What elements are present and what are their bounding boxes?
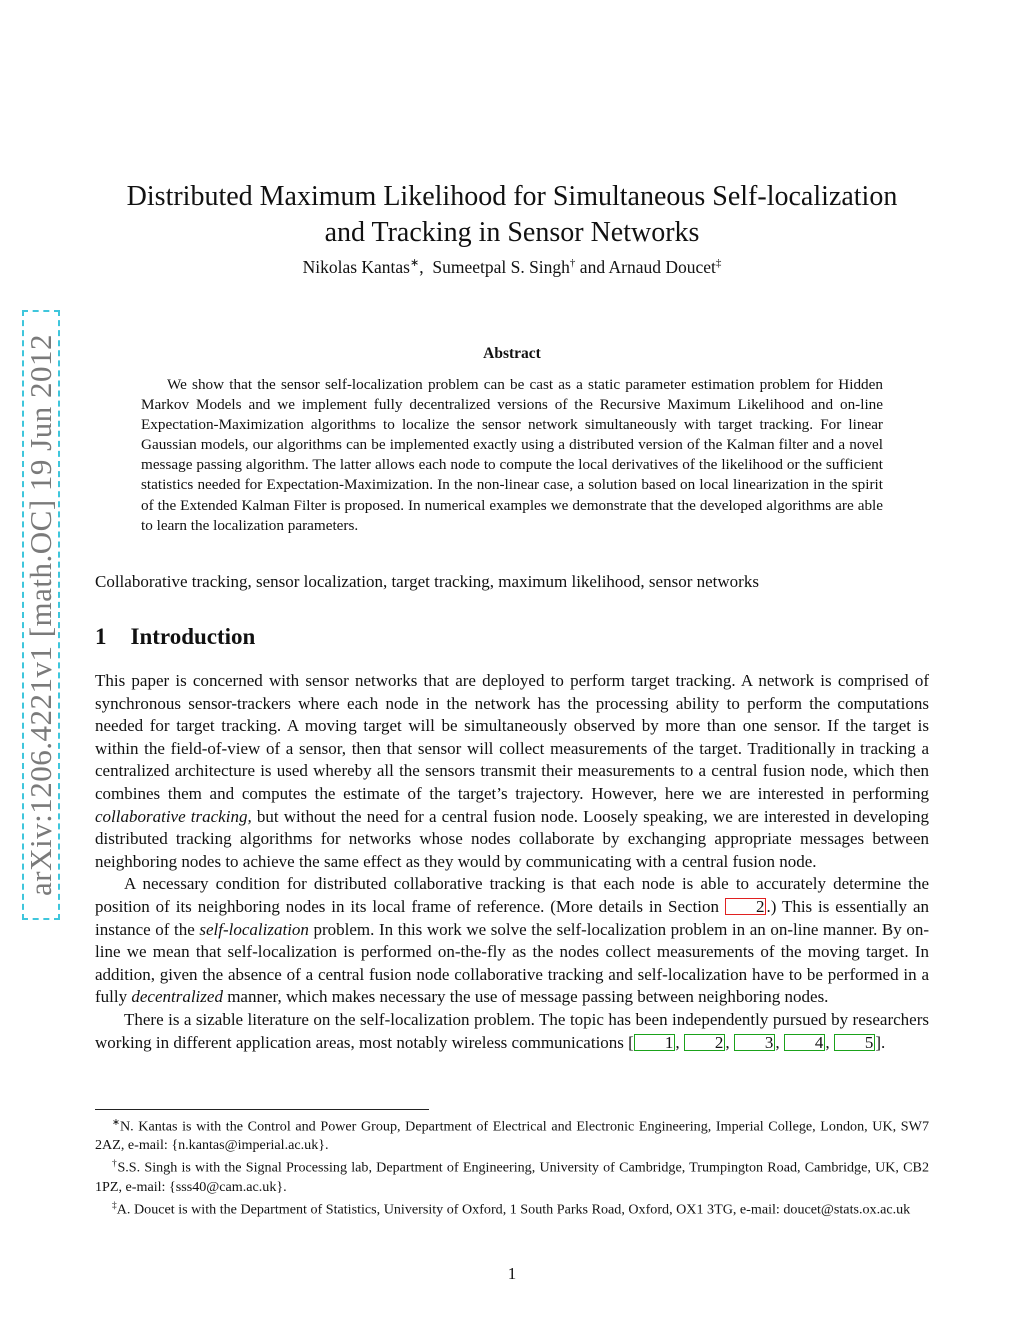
section-title: Introduction [130,624,256,649]
paragraph: A necessary condition for distributed collaborative tracking is that each node is able to accurately determine the position of its neighboring nodes in its local frame of reference. (More details in Section 2 .) This is essentially an instance of the self-localization problem. In this work we solve the self-localization problem in an on-line manner. By on-line we mean that self-localization is performed on-the-fly as the nodes collect measurements of the moving target. In addition, given the absence of a central fusion node collaborative tracking and self-localization have to be performed in a fully decentralized manner, which makes necessary the use of message passing between neighboring nodes. [95,874,929,1007]
footnote: †S.S. Singh is with the Signal Processing lab, Department of Engineering, University of Cambridge, Trumpington Road, Cambridge, UK, CB2 1PZ, e-mail: {sss40@cam.ac.uk}. [95,1159,930,1195]
footnote: ∗N. Kantas is with the Control and Power Group, Department of Electrical and Electronic Engineering, Imperial College, London, UK, SW7 2AZ, e-mail: {n.kantas@imperial.ac.uk}. [95,1118,929,1154]
paper-title [95,179,929,251]
author-mark[interactable]: ∗ [410,257,420,269]
abstract-text: We show that the sensor self-localization problem can be cast as a static parameter estimation problem for Hidden Markov Models and we implement fully decentralized versions of the Recursive Maximum Likelihood and on-line Expectation-Maximization algorithms to localize the sensor network simultaneously with target tracking. For linear Gaussian models, our algorithms can be implemented exactly using a distributed version of the Kalman filter and a novel message passing algorithm. The latter allows each node to compute the local derivatives of the likelihood or the sufficient statistics needed for Expectation-Maximization. In the non-linear case, a solution based on local linearization in the spirit of the Extended Kalman Filter is proposed. In numerical examples we demonstrate that the developed algorithms are able to learn the localization parameters. [141,376,883,534]
footnote: ‡A. Doucet is with the Department of Statistics, University of Oxford, 1 South Parks Road, Oxford, OX1 3TG, e-mail: doucet@stats.ox.ac.uk [112,1200,911,1218]
arxiv-id: arXiv:1206.4221v1 [math.OC] 19 Jun 2012 [23,334,58,896]
citation-link[interactable]: 1 [634,1034,676,1051]
arxiv-stamp [22,310,60,920]
footnotes [95,1114,929,1219]
citation-link[interactable]: 4 [784,1034,826,1051]
citation-link[interactable]: 5 [834,1034,876,1051]
title-line-2: and Tracking in Sensor Networks [324,216,700,248]
author-name: Arnaud Doucet [608,256,716,277]
citation-link[interactable]: 2 [684,1034,726,1051]
section-heading [95,624,255,650]
keywords: Collaborative tracking, sensor localization, target tracking, maximum likelihood, sensor networks [95,572,759,591]
body-text [95,670,929,1054]
section-ref-link[interactable]: 2 [725,898,767,915]
paragraph: This paper is concerned with sensor networks that are deployed to perform target tracking. A network is comprised of synchronous sensor-trackers where each node in the network has the processing ability to perform the computations needed for target tracking. A moving target will be simultaneously observed by more than one sensor. If the target is within the field-of-view of a sensor, then that sensor will collect measurements of the target. Traditionally in tracking a centralized architecture is used whereby all the sensors transmit their measurements to a central fusion node, which then combines them and computes the estimate of the target’s trajectory. However, here we are interested in performing collaborative tracking, but without the need for a central fusion node. Loosely speaking, we are interested in developing distributed tracking algorithms for networks whose nodes collaborate by exchanging appropriate messages between neighboring nodes to achieve the same effect as they would by communicating with a central fusion node. [95,671,929,871]
author-name: Sumeetpal S. Singh [432,256,570,277]
page-number: 1 [507,1264,517,1283]
footnote-rule [95,1109,429,1110]
section-number: 1 [95,624,107,649]
paragraph: There is a sizable literature on the self-localization problem. The topic has been independently pursued by researchers working in different application areas, most notably wireless communications [ 1 , 2 , 3 , 4 , 5 ]. [95,1009,929,1052]
author-mark[interactable]: † [569,257,576,269]
author-list: Nikolas Kantas∗, Sumeetpal S. Singh† and Arnaud Doucet‡ [302,256,722,277]
author-mark[interactable]: ‡ [715,257,722,269]
title-line-1: Distributed Maximum Likelihood for Simultaneous Self-localization [126,180,898,212]
author-name: Nikolas Kantas [302,256,410,277]
abstract-heading: Abstract [483,345,541,362]
citation-link[interactable]: 3 [734,1034,776,1051]
